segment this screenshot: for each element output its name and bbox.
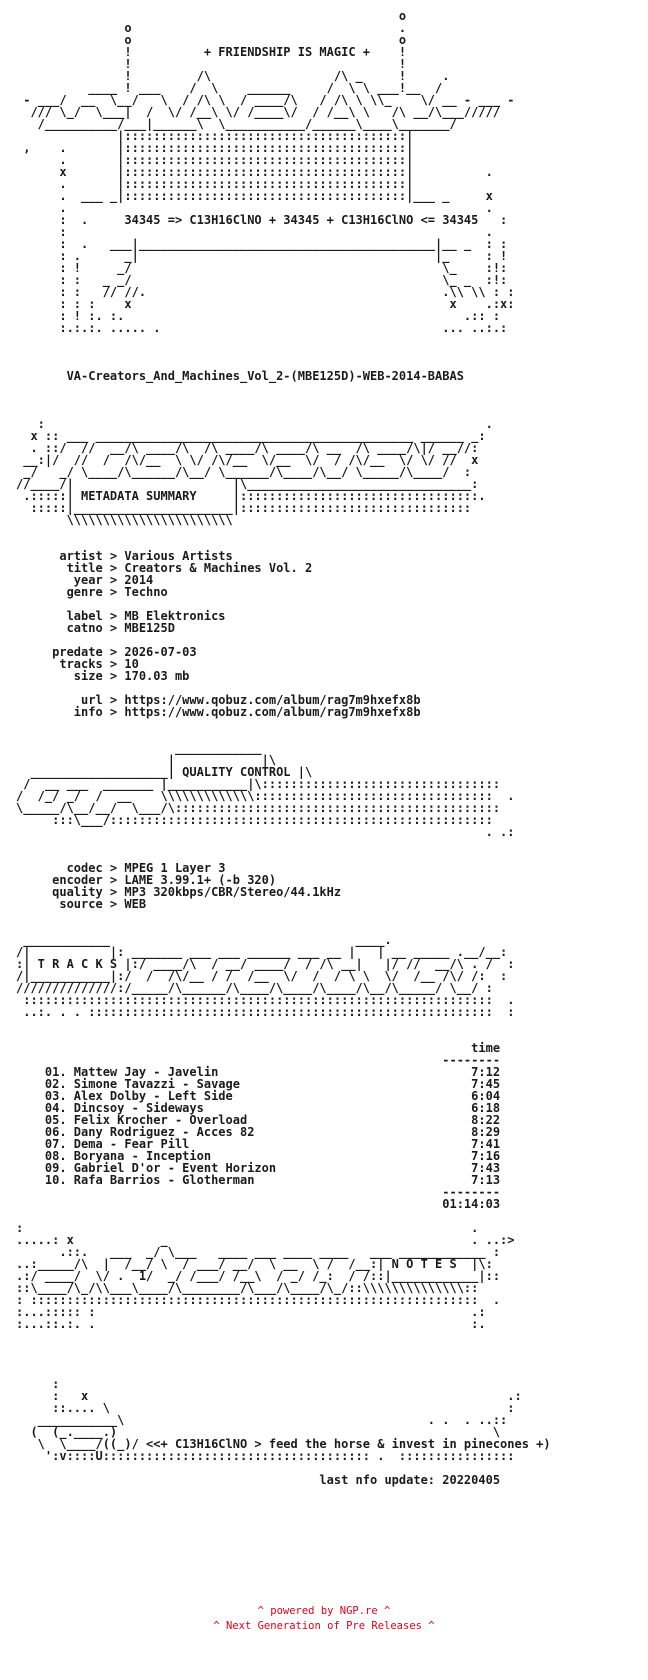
nfo-text xyxy=(16,10,551,1486)
header-art: o o . o o ! + FRIENDSHIP IS MAGIC + ! ! ! ! /\ /\ _ ! . ____ ! ___ / \ ______ / \ \ ___!__ / - ___/ __ \__/ \ / /\ \ / ____/\ / /\ \ \\_ \/ __ - ___ - /// \_/ \___| / \/ /__\ \/ /____\/ / /__\ \ /\ __/\___///// /__________/___|______\ \___________/______\____\_______/ |:::::::::::::::::::::::::::::::::::::::| , . |:::::::::::::::::::::::::::::::::::::::| . |:::::::::::::::::::::::::::::::::::::::| x |:::::::::::::::::::::::::::::::::::::::| . . |:::::::::::::::::::::::::::::::::::::::| . ___ _|:::::::::::::::::::::::::::::::::::::::|___ _ x . . : . 34345 => C13H16ClNO + 34345 + C13H16ClNO <= 34345 : : . : . ___|_________________________________________|__ _ : : : . _| |_ : ! : ! _/ \_ :!: : : _ _/ \_ _ :!: : : // //. .\\ \\ : : : : : x x .:x: : ! :. :. .:: : :.:.:. ..... . ... ..:.: xyxy=(23,9,515,335)
track-row: 05. Felix Krocher - Overload 8:22 xyxy=(16,1113,501,1127)
metadata-row: artist > Various Artists xyxy=(16,549,233,563)
track-row: 02. Simone Tavazzi - Savage 7:45 xyxy=(16,1077,501,1091)
powered-by-link[interactable]: ^ powered by NGP.re ^ xyxy=(257,1605,391,1617)
metadata-row: label > MB Elektronics xyxy=(16,609,226,623)
metadata-row: tracks > 10 xyxy=(16,657,139,671)
tracklist-rule: -------- xyxy=(16,1185,501,1199)
quality-row: encoder > LAME 3.99.1+ (-b 320) xyxy=(16,873,277,887)
metadata-row: genre > Techno xyxy=(16,585,168,599)
tracklist-total: 01:14:03 xyxy=(16,1197,501,1211)
track-row: 08. Boryana - Inception 7:16 xyxy=(16,1149,501,1163)
tracklist-time-header: time xyxy=(16,1041,501,1055)
footer-art: : : x .: ::.... \ : ___________\ . . . ..:: ( (_.____.) \ \ \____/((_)/ <<+ C13H16ClNO > feed the horse & invest in pinecones +) xyxy=(30,1377,551,1451)
metadata-row: info > https://www.qobuz.com/album/rag7m9hxefx8b xyxy=(16,705,421,719)
metadata-row: catno > MBE125D xyxy=(16,621,175,635)
track-row: 03. Alex Dolby - Left Side 6:04 xyxy=(16,1089,501,1103)
track-row: 04. Dincsoy - Sideways 6:18 xyxy=(16,1101,501,1115)
last-update: last nfo update: 20220405 xyxy=(16,1473,501,1487)
footer-tagline: ^ Next Generation of Pre Releases ^ xyxy=(213,1620,435,1632)
metadata-row: year > 2014 xyxy=(16,573,154,587)
track-row: 07. Dema - Fear Pill 7:41 xyxy=(16,1137,501,1151)
track-row: 01. Mattew Jay - Javelin 7:12 xyxy=(16,1065,501,1079)
quality-row: source > WEB xyxy=(16,897,147,911)
quality-row: quality > MP3 320kbps/CBR/Stereo/44.1kHz xyxy=(16,885,342,899)
metadata-row: predate > 2026-07-03 xyxy=(16,645,197,659)
track-row: 10. Rafa Barrios - Glotherman 7:13 xyxy=(16,1173,501,1187)
release-name: VA-Creators_And_Machines_Vol_2-(MBE125D)-WEB-2014-BABAS xyxy=(16,369,464,383)
footer xyxy=(0,1604,648,1634)
notes-banner: : . .....: x _ . ..:> .::. ___ _/ \___ ____ ___ ____ ____ ___ ____________ : ..:_____/\ | /__/ \ / ___/ __/ \ __ \ / /__:| N O T E S |\: .:/ ____/ \/ . 1/ _/ /___/ /__\ / _/ /_: / /::|____________|:: ::\____/\_/\\___\____/\________/\___/\____/\_/::\\\\\\\\\\\\\\:: : :::::::::::::::::::::::::::::::::::::::::::::::::::::::::::::: . :...::::: : .: :...::.:. . :. xyxy=(16,1221,515,1331)
quality-banner: ____________ | |\ ___________________| QUALITY CONTROL |\ / __ ___ _______ |___________|\::::::::::::::::::::::::::::::::: / /_/ _/ / __ \\\\\\\\\\\\\::::::::::::::::::::::::::::::::: . \_____/\__/__/ \___/\::::::::::::::::::::::::::::::::::::::::::::: :::\___/::::::::::::::::::::::::::::::::::::::::::::::::::::: . .: xyxy=(16,741,515,839)
tracklist-rule: -------- xyxy=(16,1053,501,1067)
metadata-row: title > Creators & Machines Vol. 2 xyxy=(16,561,313,575)
tracks-banner: ____________ ____. /| |: _______ ___ ___ ______ ___ __ | | __ _____ .__/__: :| T R A C K S |:/ ____/\ / __/ ____/ / /\ __| |/ // __/\ . / : /|___________|:/ / /\/__ / / /__ \/ / / \ \ \/ /__ /\/ /: : //////////////:/_____/\______/\____/\____/\____/\__/\_____/ \__/ : ::::::::::::::::::::::::::::::::::::::::::::::::::::::::::::::::: . ..:. . . :::::::::::::::::::::::::::::::::::::::::::::::::::::::: : xyxy=(16,933,515,1019)
metadata-row: url > https://www.qobuz.com/album/rag7m9hxefx8b xyxy=(16,693,421,707)
footer-rule: ':v::::U::::::::::::::::::::::::::::::::::::: . :::::::::::::::: xyxy=(16,1449,515,1463)
track-row: 09. Gabriel D'or - Event Horizon 7:43 xyxy=(16,1161,501,1175)
track-row: 06. Dany Rodriguez - Acces 82 8:29 xyxy=(16,1125,501,1139)
metadata-banner: : . x :: ___ ____________________________________________ ______ _: . ::/ // __/\ ____/\ /\ ____/\ ____/\ __ /\ ____/\|/ __//: __:|/ // / /\/__ \ \/ /\/__ \/__ \/ / /\/__ \/ \/ // x _/ _/ \____/\______/\__/ \______/\____/\__/ \_____/\____/ : //____/| |\_______________________________: .:::::| METADATA SUMMARY |:::::::::::::::::::::::::::::::::. :::::|______________________|:::::::::::::::::::::::::::::::: \\\\\\\\\\\\\\\\\\\\\\\ xyxy=(16,417,493,527)
metadata-row: size > 170.03 mb xyxy=(16,669,190,683)
quality-row: codec > MPEG 1 Layer 3 xyxy=(16,861,226,875)
